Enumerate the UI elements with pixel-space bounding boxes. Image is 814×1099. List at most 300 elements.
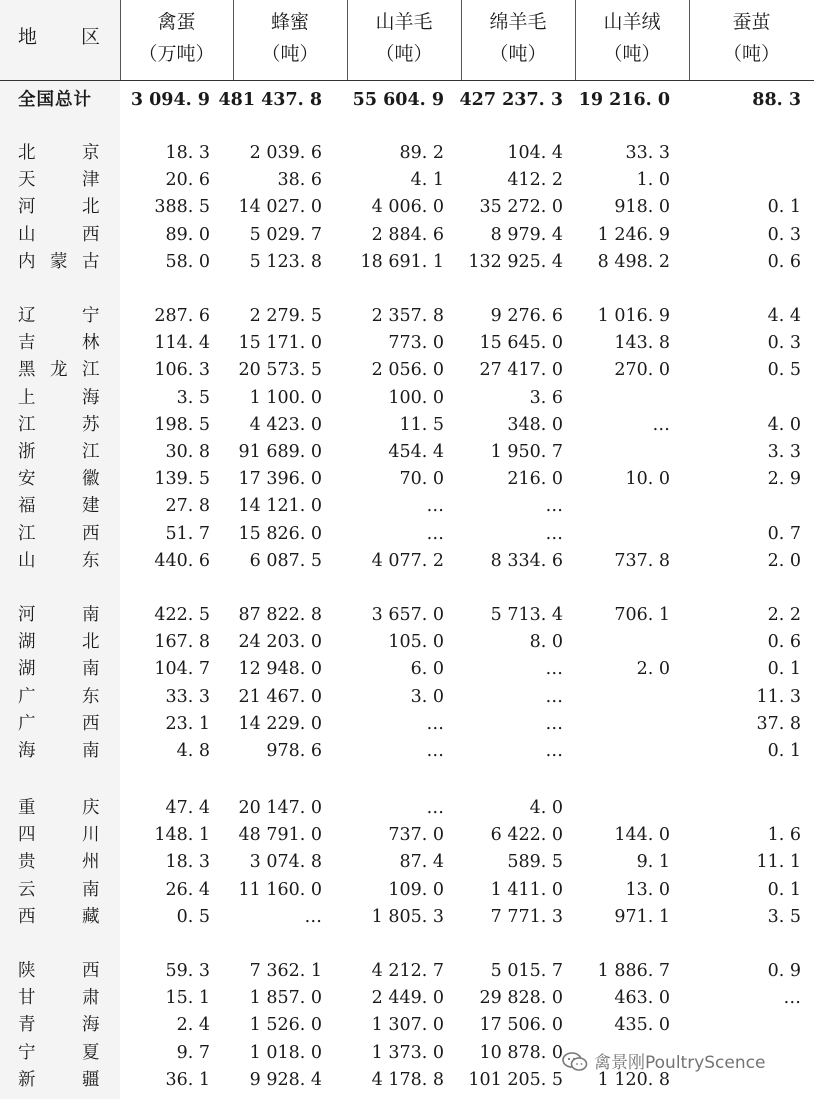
region-char: 江 <box>18 414 36 435</box>
value-cell: 348. 0 <box>507 414 563 435</box>
value-cell: 0. 5 <box>767 360 801 381</box>
value-cell: 8 334. 6 <box>490 550 563 571</box>
region-char: 古 <box>82 251 100 272</box>
value-cell: 167. 8 <box>154 632 210 653</box>
value-cell: 14 121. 0 <box>238 496 322 517</box>
region-char: 河 <box>18 197 36 218</box>
header-col-6 <box>689 0 814 80</box>
region-char: 建 <box>82 496 100 517</box>
value-cell: … <box>304 906 322 927</box>
region-char: 北 <box>82 197 100 218</box>
value-cell: 7 362. 1 <box>249 961 322 981</box>
region-char: 新 <box>18 1069 36 1090</box>
region-char: 西 <box>82 224 100 245</box>
table-row <box>0 904 814 931</box>
value-cell: 971. 1 <box>614 906 670 927</box>
header-divider <box>689 0 690 80</box>
value-cell: 20 147. 0 <box>238 798 322 818</box>
value-cell: 2. 2 <box>767 605 801 625</box>
value-cell: 20. 6 <box>165 170 210 191</box>
value-cell: 3 074. 8 <box>249 852 322 873</box>
region-name <box>18 958 100 985</box>
region-char: 南 <box>82 879 100 900</box>
value-cell: 87 822. 8 <box>238 605 322 625</box>
value-cell: 706. 1 <box>614 605 670 625</box>
value-cell: 47. 4 <box>165 798 210 818</box>
value-cell: … <box>426 741 444 761</box>
value-cell: 1. 6 <box>767 825 801 846</box>
region-char: 徽 <box>82 469 100 490</box>
value-cell: … <box>426 496 444 517</box>
region-char: 云 <box>18 879 36 900</box>
value-cell: 11. 3 <box>756 686 801 707</box>
value-cell: 0. 9 <box>767 961 801 981</box>
region-name <box>18 466 100 493</box>
region-name <box>18 1067 100 1094</box>
table-row <box>0 877 814 904</box>
region-char: 京 <box>82 143 100 163</box>
value-cell: 6 087. 5 <box>249 550 322 571</box>
value-cell: 287. 6 <box>154 306 210 326</box>
value-cell: 2 449. 0 <box>371 988 444 1009</box>
value-cell: 440. 6 <box>154 550 210 571</box>
value-cell: 5 015. 7 <box>490 961 563 981</box>
value-cell: 198. 5 <box>154 414 210 435</box>
value-cell: 0. 1 <box>767 659 801 680</box>
region-char: 州 <box>82 852 100 873</box>
value-cell: 15. 1 <box>165 988 210 1009</box>
region-name <box>18 357 100 384</box>
value-cell: 3. 3 <box>767 442 801 462</box>
region-name <box>18 330 100 357</box>
total-row <box>0 87 814 114</box>
table-row <box>0 385 814 412</box>
value-cell: 109. 0 <box>388 879 444 900</box>
header-divider <box>575 0 576 80</box>
region-char: 东 <box>82 550 100 571</box>
header-col-unit: （万吨） <box>138 43 215 65</box>
value-cell: 1 307. 0 <box>371 1015 444 1036</box>
value-cell: 4 077. 2 <box>371 550 444 571</box>
value-cell: 23. 1 <box>165 713 210 734</box>
table-row <box>0 521 814 548</box>
region-char: 上 <box>18 387 36 408</box>
value-cell: 8 498. 2 <box>597 251 670 272</box>
region-char: 四 <box>18 825 36 846</box>
region-char: 疆 <box>82 1069 100 1090</box>
header-col-name: 蜂蜜 <box>270 11 309 33</box>
value-cell: 51. 7 <box>165 523 210 544</box>
region-char: 安 <box>18 469 36 490</box>
region-char: 北 <box>18 143 36 163</box>
value-cell: 589. 5 <box>507 852 563 873</box>
table-row <box>0 412 814 439</box>
region-char: 江 <box>18 523 36 544</box>
region-char: 甘 <box>18 988 36 1009</box>
table-row <box>0 466 814 493</box>
value-cell: 104. 7 <box>154 659 210 680</box>
region-char: 西 <box>82 713 100 734</box>
table-row <box>0 167 814 194</box>
region-char: 广 <box>18 713 36 734</box>
header-divider <box>233 0 234 80</box>
value-cell: 435. 0 <box>614 1015 670 1036</box>
value-cell: 1 246. 9 <box>597 224 670 245</box>
value-cell: 978. 6 <box>266 741 322 761</box>
region-char: 吉 <box>18 333 36 354</box>
value-cell: 17 506. 0 <box>479 1015 563 1036</box>
value-cell: 17 396. 0 <box>238 469 322 490</box>
value-cell: … <box>545 713 563 734</box>
header-col-4 <box>461 0 575 80</box>
region-name <box>18 412 100 439</box>
header-col-3 <box>347 0 461 80</box>
region-char: 江 <box>82 360 100 381</box>
value-cell: 1 373. 0 <box>371 1042 444 1063</box>
value-cell: 5 713. 4 <box>490 605 563 625</box>
table-row <box>0 493 814 520</box>
region-name <box>18 167 100 194</box>
region-name <box>18 877 100 904</box>
header-col-name: 绵羊毛 <box>489 11 547 33</box>
region-name <box>18 711 100 738</box>
value-cell: 9 928. 4 <box>249 1069 322 1090</box>
header-divider <box>120 0 121 80</box>
value-cell: 270. 0 <box>614 360 670 381</box>
value-cell: 15 645. 0 <box>479 333 563 354</box>
region-char: 湖 <box>18 632 36 653</box>
value-cell: 114. 4 <box>154 333 210 354</box>
value-cell: 144. 0 <box>614 825 670 846</box>
table-row <box>0 711 814 738</box>
region-name <box>18 602 100 629</box>
value-cell: 15 171. 0 <box>238 333 322 354</box>
total-label: 全国总计 <box>18 90 92 110</box>
value-cell: 4 006. 0 <box>371 197 444 218</box>
table-row <box>0 958 814 985</box>
value-cell: … <box>545 496 563 517</box>
region-char: 庆 <box>82 798 100 818</box>
value-cell: 55 604. 9 <box>352 90 444 110</box>
region-char: 山 <box>18 224 36 245</box>
header-col-unit: （吨） <box>489 43 547 65</box>
region-char: 海 <box>82 1015 100 1036</box>
value-cell: 48 791. 0 <box>238 825 322 846</box>
value-cell: 11. 5 <box>399 414 444 435</box>
region-char: 重 <box>18 798 36 818</box>
value-cell: 2. 4 <box>176 1015 210 1036</box>
value-cell: 105. 0 <box>388 632 444 653</box>
value-cell: … <box>426 523 444 544</box>
value-cell: 3. 0 <box>410 686 444 707</box>
region-char: 津 <box>82 170 100 191</box>
value-cell: 10 878. 0 <box>479 1042 563 1063</box>
region-name <box>18 140 100 167</box>
value-cell: 30. 8 <box>165 442 210 462</box>
value-cell: 10. 0 <box>625 469 670 490</box>
table-row <box>0 602 814 629</box>
value-cell: 9 276. 6 <box>490 306 563 326</box>
value-cell: 18. 3 <box>165 852 210 873</box>
value-cell: 481 437. 8 <box>218 90 322 110</box>
table-row <box>0 629 814 656</box>
header-divider <box>347 0 348 80</box>
watermark-text: 禽景刚PoultryScence <box>594 1053 766 1073</box>
value-cell: 4. 1 <box>410 170 444 191</box>
value-cell: 463. 0 <box>614 988 670 1009</box>
region-name <box>18 849 100 876</box>
value-cell: 11. 1 <box>756 852 801 873</box>
region-char: 龙 <box>50 360 68 381</box>
value-cell: 27 417. 0 <box>479 360 563 381</box>
value-cell: 21 467. 0 <box>238 686 322 707</box>
region-char: 川 <box>82 825 100 846</box>
value-cell: 918. 0 <box>614 197 670 218</box>
region-char: 内 <box>18 251 36 272</box>
region-char: 南 <box>82 659 100 680</box>
table-row <box>0 439 814 466</box>
table-row <box>0 795 814 822</box>
region-name <box>18 985 100 1012</box>
region-char: 北 <box>82 632 100 653</box>
header-col-name: 蚕茧 <box>732 11 771 33</box>
region-char: 天 <box>18 170 36 191</box>
region-name <box>18 1012 100 1039</box>
value-cell: 27. 8 <box>165 496 210 517</box>
value-cell: 0. 1 <box>767 879 801 900</box>
value-cell: … <box>426 798 444 818</box>
value-cell: 8. 0 <box>529 632 563 653</box>
header-col-5 <box>575 0 689 80</box>
value-cell: 33. 3 <box>165 686 210 707</box>
region-name <box>18 548 100 575</box>
value-cell: 4. 4 <box>767 306 801 326</box>
region-name <box>18 738 100 765</box>
region-char: 贵 <box>18 852 36 873</box>
wechat-icon <box>562 1052 588 1072</box>
table-row <box>0 548 814 575</box>
region-char: 江 <box>82 442 100 462</box>
value-cell: 2 884. 6 <box>371 224 444 245</box>
table-row <box>0 1012 814 1039</box>
value-cell: 773. 0 <box>388 333 444 354</box>
value-cell: 91 689. 0 <box>238 442 322 462</box>
watermark <box>562 1048 765 1073</box>
region-char: 青 <box>18 1015 36 1036</box>
value-cell: 7 771. 3 <box>490 906 563 927</box>
value-cell: 3. 6 <box>529 387 563 408</box>
table-row <box>0 738 814 765</box>
region-char: 西 <box>82 523 100 544</box>
value-cell: 0. 1 <box>767 197 801 218</box>
region-char: 海 <box>18 741 36 761</box>
region-name <box>18 795 100 822</box>
value-cell: 2 056. 0 <box>371 360 444 381</box>
value-cell: 1. 0 <box>636 170 670 191</box>
region-char: 浙 <box>18 442 36 462</box>
value-cell: 37. 8 <box>756 713 801 734</box>
value-cell: 13. 0 <box>625 879 670 900</box>
value-cell: 9. 7 <box>176 1042 210 1063</box>
header-region <box>18 22 100 54</box>
header-divider <box>461 0 462 80</box>
region-char: 夏 <box>82 1042 100 1063</box>
header-col-name: 禽蛋 <box>157 11 196 33</box>
value-cell: 2 039. 6 <box>249 143 322 163</box>
value-cell: 1 857. 0 <box>249 988 322 1009</box>
value-cell: 12 948. 0 <box>238 659 322 680</box>
region-char: 宁 <box>82 306 100 326</box>
value-cell: 2. 0 <box>636 659 670 680</box>
header-rule <box>0 80 814 81</box>
value-cell: 1 016. 9 <box>597 306 670 326</box>
table-row <box>0 656 814 683</box>
region-name <box>18 1040 100 1067</box>
table-row <box>0 684 814 711</box>
value-cell: 3. 5 <box>176 387 210 408</box>
region-name <box>18 303 100 330</box>
value-cell: 15 826. 0 <box>238 523 322 544</box>
value-cell: 422. 5 <box>154 605 210 625</box>
header-region-char-2: 区 <box>80 26 100 48</box>
region-char: 西 <box>18 906 36 927</box>
region-name <box>18 629 100 656</box>
table-row <box>0 849 814 876</box>
value-cell: 8 979. 4 <box>490 224 563 245</box>
region-char: 河 <box>18 605 36 625</box>
header-col-unit: （吨） <box>603 43 661 65</box>
value-cell: 70. 0 <box>399 469 444 490</box>
value-cell: 18 691. 1 <box>360 251 444 272</box>
value-cell: … <box>652 414 670 435</box>
table-row <box>0 303 814 330</box>
value-cell: 101 205. 5 <box>468 1069 563 1090</box>
value-cell: 737. 0 <box>388 825 444 846</box>
value-cell: 100. 0 <box>388 387 444 408</box>
region-char: 蒙 <box>50 251 68 272</box>
region-name <box>18 385 100 412</box>
value-cell: 11 160. 0 <box>238 879 322 900</box>
region-name <box>18 521 100 548</box>
header-col-1 <box>120 0 233 80</box>
value-cell: 20 573. 5 <box>238 360 322 381</box>
value-cell: 1 018. 0 <box>249 1042 322 1063</box>
value-cell: 35 272. 0 <box>479 197 563 218</box>
value-cell: 0. 6 <box>767 632 801 653</box>
value-cell: 0. 1 <box>767 741 801 761</box>
value-cell: 2 279. 5 <box>249 306 322 326</box>
region-name <box>18 194 100 221</box>
value-cell: 19 216. 0 <box>578 90 670 110</box>
value-cell: 104. 4 <box>507 143 563 163</box>
region-name <box>18 904 100 931</box>
region-name <box>18 493 100 520</box>
header-col-2 <box>233 0 347 80</box>
value-cell: 9. 1 <box>636 852 670 873</box>
region-name <box>18 439 100 466</box>
value-cell: 0. 7 <box>767 523 801 544</box>
table-row <box>0 140 814 167</box>
region-char: 藏 <box>82 906 100 927</box>
value-cell: 26. 4 <box>165 879 210 900</box>
value-cell: 1 950. 7 <box>490 442 563 462</box>
value-cell: 1 526. 0 <box>249 1015 322 1036</box>
value-cell: 33. 3 <box>625 143 670 163</box>
region-char: 林 <box>82 333 100 354</box>
region-char: 山 <box>18 550 36 571</box>
region-name <box>18 684 100 711</box>
table-row <box>0 330 814 357</box>
value-cell: 427 237. 3 <box>459 90 563 110</box>
value-cell: 18. 3 <box>165 143 210 163</box>
value-cell: 388. 5 <box>154 197 210 218</box>
value-cell: … <box>545 659 563 680</box>
value-cell: … <box>545 523 563 544</box>
header-col-unit: （吨） <box>375 43 433 65</box>
value-cell: … <box>545 741 563 761</box>
region-char: 南 <box>82 605 100 625</box>
value-cell: … <box>426 713 444 734</box>
value-cell: 139. 5 <box>154 469 210 490</box>
value-cell: 4. 0 <box>767 414 801 435</box>
value-cell: 5 123. 8 <box>249 251 322 272</box>
value-cell: 3 657. 0 <box>371 605 444 625</box>
region-char: 黑 <box>18 360 36 381</box>
header-col-name: 山羊绒 <box>603 11 661 33</box>
value-cell: 0. 5 <box>176 906 210 927</box>
value-cell: 1 100. 0 <box>249 387 322 408</box>
value-cell: 5 029. 7 <box>249 224 322 245</box>
value-cell: 2. 0 <box>767 550 801 571</box>
value-cell: 6 422. 0 <box>490 825 563 846</box>
value-cell: 29 828. 0 <box>479 988 563 1009</box>
table-row <box>0 222 814 249</box>
value-cell: 58. 0 <box>165 251 210 272</box>
value-cell: 4 178. 8 <box>371 1069 444 1090</box>
region-name <box>18 656 100 683</box>
table-row <box>0 985 814 1012</box>
value-cell: 6. 0 <box>410 659 444 680</box>
table-row <box>0 822 814 849</box>
value-cell: 454. 4 <box>388 442 444 462</box>
value-cell: 88. 3 <box>752 90 801 110</box>
region-char: 福 <box>18 496 36 517</box>
table-row <box>0 249 814 276</box>
region-name <box>18 222 100 249</box>
value-cell: 0. 3 <box>767 224 801 245</box>
region-char: 辽 <box>18 306 36 326</box>
region-char: 湖 <box>18 659 36 680</box>
region-char: 陕 <box>18 961 36 981</box>
value-cell: 1 886. 7 <box>597 961 670 981</box>
value-cell: 1 805. 3 <box>371 906 444 927</box>
value-cell: 2. 9 <box>767 469 801 490</box>
table-row <box>0 357 814 384</box>
value-cell: 4 212. 7 <box>371 961 444 981</box>
header-region-char-1: 地 <box>18 26 38 48</box>
value-cell: 87. 4 <box>399 852 444 873</box>
header-col-unit: （吨） <box>722 43 780 65</box>
region-char: 宁 <box>18 1042 36 1063</box>
value-cell: 216. 0 <box>507 469 563 490</box>
table-row <box>0 194 814 221</box>
header-col-name: 山羊毛 <box>375 11 433 33</box>
region-name <box>18 249 100 276</box>
value-cell: 36. 1 <box>165 1069 210 1090</box>
region-char: 广 <box>18 686 36 707</box>
value-cell: 14 229. 0 <box>238 713 322 734</box>
region-char: 东 <box>82 686 100 707</box>
